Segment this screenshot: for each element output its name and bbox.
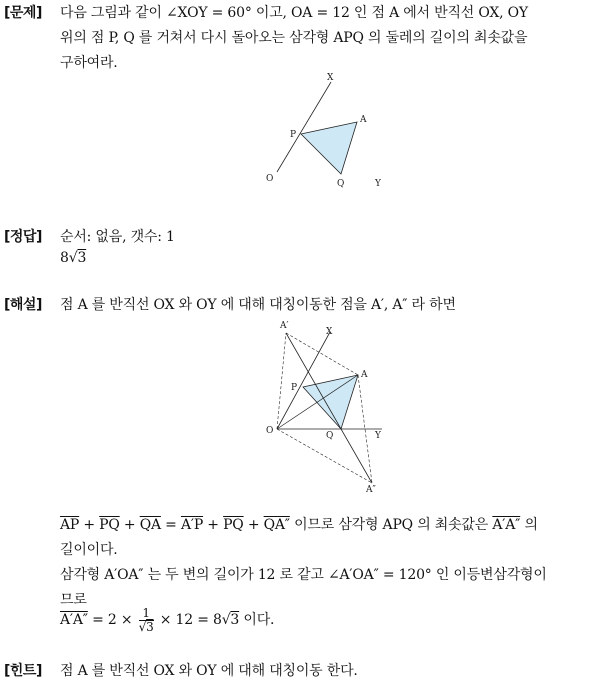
label-p: P [291,383,298,393]
triangle-apq-2 [303,375,358,429]
label-q: Q [326,431,334,441]
label-a: A [361,370,368,380]
solution-line-2: 길이이다. [60,542,118,558]
problem-text-1: 다음 그림과 같이 ∠XOY = 60° 이고, OA = 12 인 점 A 에서 반직선 OX, OY [60,5,528,21]
term-a1a2-final: A′A″ [60,612,88,629]
term-ap: $\overline{AP}$ [60,517,80,533]
problem-line-3: 구하여라. [60,55,118,71]
fraction-den: √3 [138,619,154,634]
term-a1a2: A′A″ [492,517,521,533]
solution-line-3: 삼각형 A′OA″ 는 두 변의 길이가 12 로 같고 ∠A′OA″ = 120° 인 이등변삼각형이 [60,567,547,583]
answer-coef: 8 [60,250,69,266]
problem-label: [문제] [4,5,42,21]
term-a1p: A′P [180,517,204,533]
seg-o-a2 [277,429,372,483]
solution-figure [262,317,392,497]
triangle-apq [301,122,357,174]
sqrt-sign: √ [68,250,78,266]
solution-equation: $\overline{AP} + \overline{PQ} + \overline{QA} = A'P + \overline{PQ} + QA''$ 이므로 삼각형 APQ 의 최솟값은 A′A″ 의 [60,517,538,533]
solution-intro: 점 A 를 반직선 OX 와 OY 에 대해 대칭이동한 점을 A′, A″ 라 하면 [60,297,456,313]
answer-meta: 순서: 없음, 갯수: 1 [60,229,175,245]
answer-root: 3 [77,250,87,266]
term-qa: $\overline{QA}$ [139,517,161,533]
solution-line-4: 므로 [60,592,87,608]
final-tail: 이다. [243,612,275,629]
label-x: X [327,73,334,83]
ray-ox [277,82,331,172]
label-y: Y [375,431,381,441]
seg-a1-a2 [286,333,372,483]
problem-line-1 [60,2,528,22]
eq-suffix: 이므로 삼각형 APQ 의 최솟값은 [294,517,489,533]
label-q: Q [337,179,345,189]
label-y: Y [375,179,381,189]
label-o: O [266,174,274,184]
term-pq: $\overline{PQ}$ [99,517,120,533]
seg-a1-a [286,333,358,375]
solution-label: [해설] [4,297,42,313]
term-pq-2: $\overline{PQ}$ [223,517,244,533]
label-x: X [326,327,333,337]
hint-label: [힌트] [4,663,42,679]
answer-label: [정답] [4,229,42,245]
fraction [139,607,154,633]
fraction-num: 1 [139,607,154,621]
problem-line-2: 위의 점 P, Q 를 거쳐서 다시 돌아오는 삼각형 APQ 의 둘레의 길이의 최솟값을 [60,30,528,46]
label-o: O [266,426,274,436]
problem-figure [255,70,395,195]
answer-value [60,250,86,266]
label-p: P [290,130,297,140]
hint-text: 점 A 를 반직선 OX 와 OY 에 대해 대칭이동 한다. [60,663,358,679]
final-root: 3 [230,612,240,629]
label-a2: A″ [366,485,376,495]
term-qa2: QA″ [263,517,290,533]
label-a: A [360,115,367,125]
eq-tail: 의 [524,517,538,533]
solution-final-equation: A′A″ = 2 × $\frac{1}{√3}$ × 12 = 8√3 이다. [60,606,275,634]
label-a1: A′ [280,321,289,331]
